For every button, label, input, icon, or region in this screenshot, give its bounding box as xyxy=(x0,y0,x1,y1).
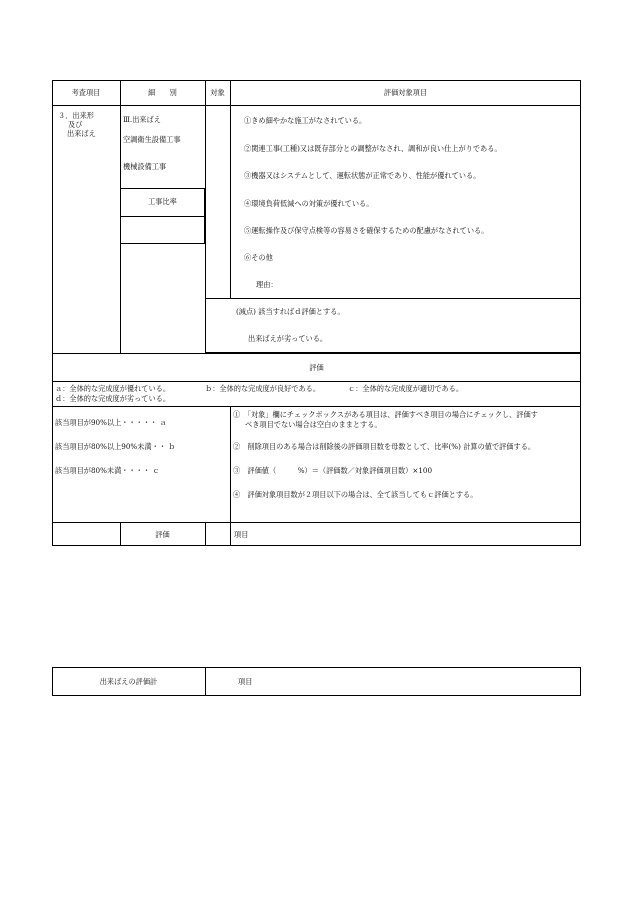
criteria-item-3: ③機器又はシステムとして、運転状態が正常であり、性能が優れている。 xyxy=(244,171,481,180)
footer-col-2 xyxy=(205,522,206,546)
reason-label: 理由： xyxy=(256,280,278,289)
grade-row-bottom xyxy=(52,406,581,407)
work-ratio-input[interactable] xyxy=(122,218,203,242)
item-name-line1: ３．出来形 xyxy=(58,111,94,120)
item-name-line3: 出来ばえ xyxy=(67,129,96,138)
col-line-target xyxy=(230,80,231,298)
detail-line1: Ⅲ.出来ばえ xyxy=(123,115,161,124)
criteria-item-4: ④環境負荷低減への対策が優れている。 xyxy=(244,199,374,208)
footer-eval-label: 評価 xyxy=(155,530,170,539)
header-detail: 細 別 xyxy=(148,88,177,97)
grade-d: ｄ：全体的な完成度が劣っている。 xyxy=(55,394,171,403)
work-ratio-label: 工事比率 xyxy=(148,197,177,206)
grade-a: ａ：全体的な完成度が優れている。 xyxy=(55,384,171,393)
criteria-item-1: ①きめ細やかな施工がなされている。 xyxy=(244,116,367,125)
note-1-line1: ① 「対象」欄にチェックボックスがある項目は、評価すべき項目の場合にチェックし、評価す xyxy=(233,410,538,419)
threshold-2: 該当項目が80%以上90%未満・・ ｂ xyxy=(55,442,176,451)
detail-line2: 空調衛生設備工事 xyxy=(123,135,181,144)
item-name-line2: 及び xyxy=(68,120,83,129)
criteria-item-5: ⑤運転操作及び保守点検等の容易さを確保するための配慮がなされている。 xyxy=(244,226,489,235)
summary-label: 出来ばえの評価計 xyxy=(99,677,158,686)
threshold-3: 該当項目が80%未満・・・・ ｃ xyxy=(55,466,160,475)
detail-line3: 機械設備工事 xyxy=(123,162,167,171)
eval-header-bottom xyxy=(52,381,581,382)
header-item: 考査項目 xyxy=(71,88,101,97)
col-line-detail xyxy=(205,80,206,298)
grade-b: ｂ：全体的な完成度が良好である。 xyxy=(205,384,321,393)
footer-row-top xyxy=(52,522,581,523)
criteria-item-2: ②関連工事(工種)又は既存部分との調整がなされ、調和が良い仕上がりである。 xyxy=(244,144,502,153)
target-checkbox-area[interactable] xyxy=(207,108,228,296)
work-ratio-divider xyxy=(120,216,205,217)
note-2: ② 削除項目のある場合は削除後の評価項目数を母数として、比率(%) 計算の値で評価する。 xyxy=(233,442,536,451)
note-3: ③ 評価値（ %）＝（評価数／対象評価項目数）×100 xyxy=(233,466,433,475)
summary-item-label: 項目 xyxy=(238,677,253,686)
threshold-1: 該当項目が90%以上・・・・・ ａ xyxy=(55,418,167,427)
notes-col-line xyxy=(230,406,231,546)
footer-target-cell[interactable] xyxy=(207,524,228,544)
deduction-line2: 出来ばえが劣っている。 xyxy=(248,334,328,343)
eval-header-top xyxy=(52,353,581,354)
footer-item-label: 項目 xyxy=(234,530,249,539)
criteria-item-6: ⑥その他 xyxy=(244,253,273,262)
note-4: ④ 評価対象項目数が２項目以下の場合は、全て該当してもｃ評価とする。 xyxy=(233,490,478,499)
header-criteria: 評価対象項目 xyxy=(383,88,428,97)
grade-c: ｃ：全体的な完成度が適切である。 xyxy=(348,384,464,393)
header-target: 対象 xyxy=(210,88,225,97)
header-row-line xyxy=(52,105,581,106)
deduction-line1: (減点) 該当すればｄ評価とする。 xyxy=(236,307,345,316)
summary-divider xyxy=(205,667,206,696)
note-1-line2: べき項目でない場合は空白のままとする。 xyxy=(245,420,382,429)
eval-header: 評価 xyxy=(309,363,324,372)
